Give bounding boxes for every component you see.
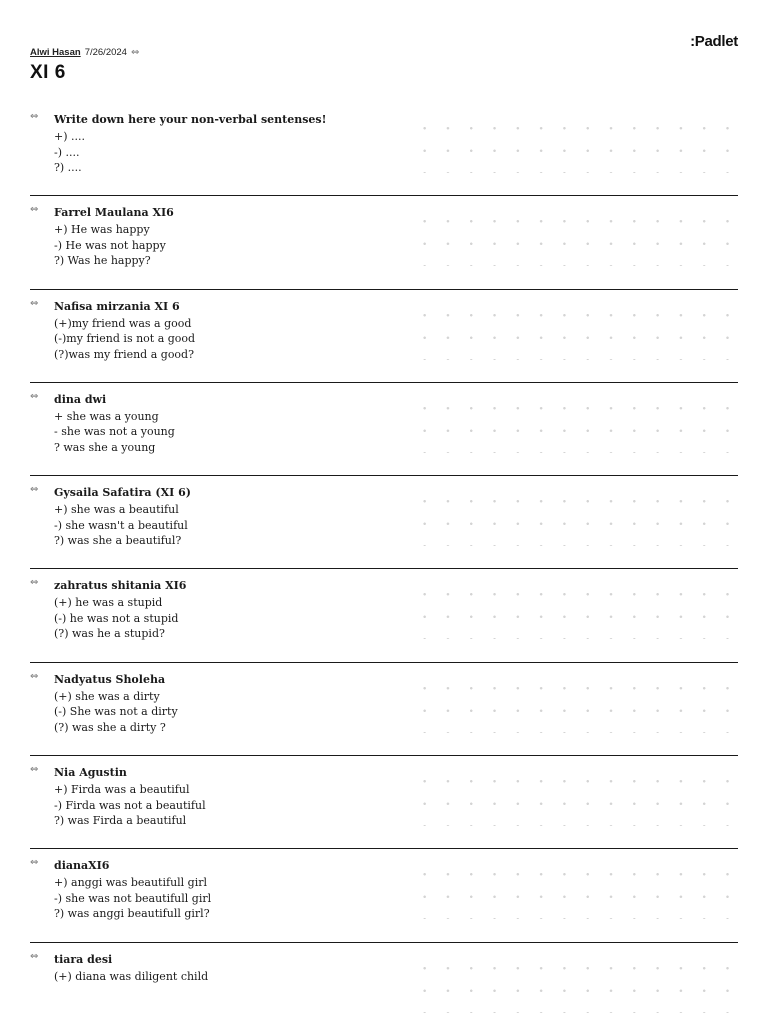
post-line: (?)was my friend a good? — [54, 347, 194, 361]
post-line: ?) .... — [54, 161, 82, 174]
post-title: Nafisa mirzania XI 6 — [54, 299, 180, 313]
post-card[interactable] — [30, 943, 738, 1036]
post-title: Gysaila Safatira (XI 6) — [54, 486, 191, 500]
link-icon[interactable]: ⇔ — [30, 111, 39, 122]
post-title: dianaXI6 — [54, 859, 110, 873]
post-line: +) she was a beautiful — [54, 503, 179, 517]
post-title: Nadyatus Sholeha — [54, 672, 166, 686]
padlet-logo: :Padlet — [690, 33, 738, 50]
post-card[interactable] — [30, 756, 738, 849]
author-link[interactable]: Alwi Hasan — [30, 47, 81, 58]
dot-grid-decoration — [413, 117, 733, 173]
post-body — [54, 393, 404, 456]
post-line: -) she was not beautifull girl — [54, 891, 212, 905]
post-body — [54, 486, 404, 549]
post-line: (-)my friend is not a good — [54, 332, 196, 346]
post-title: zahratus shitania XI6 — [54, 579, 187, 593]
post-body — [54, 953, 404, 985]
post-line: -) He was not happy — [54, 238, 166, 252]
post-line: + she was a young — [54, 409, 159, 423]
post-body — [54, 766, 404, 829]
post-line: (+)my friend was a good — [54, 316, 192, 330]
dot-grid-decoration — [413, 583, 733, 639]
post-body — [54, 206, 404, 269]
post-body — [54, 300, 404, 363]
link-icon[interactable]: ⇔ — [30, 297, 39, 309]
page-header — [30, 47, 139, 84]
dot-grid-decoration — [413, 677, 733, 733]
post-line: - she was not a young — [54, 425, 175, 439]
post-line: +) anggi was beautifull girl — [54, 876, 208, 890]
dot-grid-decoration — [413, 210, 733, 266]
post-line: +) Firda was a beautiful — [54, 783, 190, 797]
dot-grid-decoration — [413, 397, 733, 453]
post-body — [54, 113, 404, 176]
post-list — [30, 103, 738, 1036]
dot-grid-decoration — [413, 957, 733, 1013]
post-line: (+) she was a dirty — [54, 689, 160, 703]
post-date: 7/26/2024 — [84, 47, 127, 58]
post-line: -) .... — [54, 145, 80, 159]
post-body — [54, 859, 404, 922]
post-line: (-) he was not a stupid — [54, 611, 179, 625]
post-line: ? was she a young — [54, 440, 156, 454]
dot-grid-decoration — [413, 304, 733, 360]
post-card[interactable] — [30, 476, 738, 569]
link-icon[interactable]: ⇔ — [30, 764, 39, 776]
post-line: ?) was Firda a beautiful — [54, 814, 187, 828]
dot-grid-decoration — [413, 863, 733, 919]
page-title: XI 6 — [30, 62, 66, 83]
link-icon[interactable]: ⇔ — [30, 857, 39, 869]
post-line: (-) She was not a dirty — [54, 705, 178, 719]
post-line: (+) diana was diligent child — [54, 969, 209, 983]
post-card[interactable] — [30, 569, 738, 662]
post-line: ?) was anggi beautifull girl? — [54, 907, 210, 921]
post-title: Nia Agustin — [54, 766, 127, 780]
post-card[interactable] — [30, 290, 738, 383]
link-icon[interactable]: ⇔ — [130, 46, 140, 58]
link-icon[interactable]: ⇔ — [30, 484, 39, 496]
post-line: ?) was she a beautiful? — [54, 534, 182, 548]
post-title: Write down here your non-verbal sentenses! — [54, 113, 327, 126]
post-card[interactable] — [30, 383, 738, 476]
link-icon[interactable]: ⇔ — [30, 204, 39, 216]
post-line: (?) was he a stupid? — [54, 627, 165, 641]
post-body — [54, 673, 404, 736]
post-title: tiara desi — [54, 952, 113, 966]
post-meta — [30, 47, 139, 58]
post-title: Farrel Maulana XI6 — [54, 206, 174, 220]
link-icon[interactable]: ⇔ — [30, 670, 39, 682]
post-line: +) He was happy — [54, 223, 150, 237]
link-icon[interactable]: ⇔ — [30, 390, 39, 402]
post-line: ?) Was he happy? — [54, 254, 151, 268]
post-line: -) Firda was not a beautiful — [54, 798, 206, 812]
post-title: dina dwi — [54, 392, 107, 406]
post-line: (?) was she a dirty ? — [54, 720, 166, 734]
post-card[interactable] — [30, 196, 738, 289]
post-body — [54, 579, 404, 642]
post-card[interactable] — [30, 103, 738, 196]
post-line: +) .... — [54, 130, 85, 143]
post-line: (+) he was a stupid — [54, 596, 163, 610]
link-icon[interactable]: ⇔ — [30, 950, 39, 962]
dot-grid-decoration — [413, 770, 733, 826]
link-icon[interactable]: ⇔ — [30, 577, 39, 589]
post-card[interactable] — [30, 663, 738, 756]
post-line: -) she wasn't a beautiful — [54, 518, 188, 532]
dot-grid-decoration — [413, 490, 733, 546]
post-card[interactable] — [30, 849, 738, 942]
